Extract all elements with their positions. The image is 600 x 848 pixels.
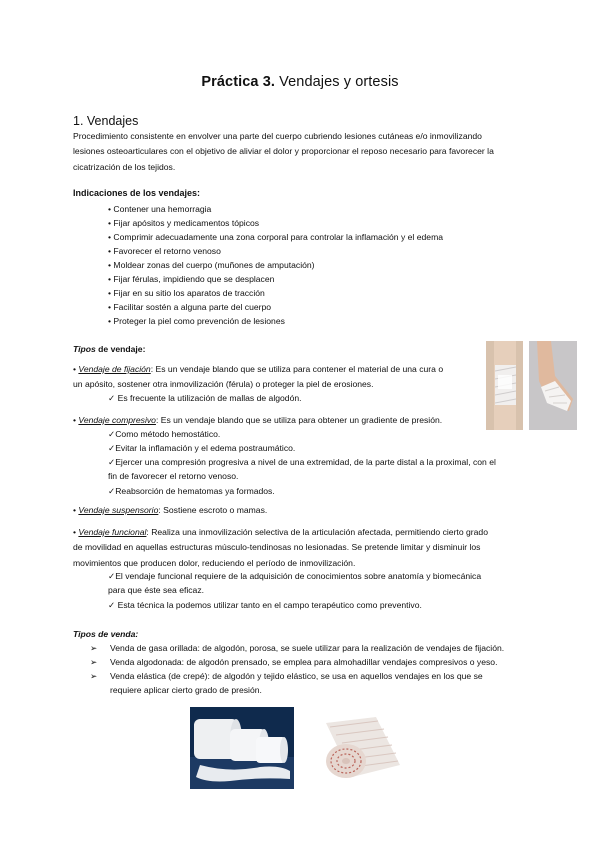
list-item: • Comprimir adecuadamente una zona corporal para controlar la inflamación y el edema	[108, 230, 443, 244]
indicaciones-heading: Indicaciones de los vendajes:	[73, 188, 201, 198]
check-item	[108, 598, 422, 613]
check-text: Evitar la inflamación y el edema postraumático.	[115, 443, 296, 453]
list-item: • Facilitar sostén a alguna parte del cuerpo	[108, 300, 271, 314]
list-item: • Moldear zonas del cuerpo (muñones de amputación)	[108, 258, 315, 272]
venda-item: Venda de gasa orillada: de algodón, porosa, se suele utilizar para la realización de vendajes de fijación.	[110, 643, 505, 653]
fijacion-term: Vendaje de fijación	[78, 364, 151, 374]
fijacion-line: : Es un vendaje blando que se utiliza para contener el material de una cura o	[150, 364, 444, 374]
check-text: Ejercer una compresión progresiva a nivel de una extremidad, de la parte distal a la proximal, con el	[115, 457, 496, 467]
check-text: Esta técnica la podemos utilizar tanto en el campo terapéutico como preventivo.	[117, 600, 422, 610]
check-text: Reabsorción de hematomas ya formados.	[115, 486, 275, 496]
arrow-icon: ➢	[90, 671, 98, 681]
compresivo-term: Vendaje compresivo	[78, 415, 156, 425]
suspensorio-paragraph: • Vendaje suspensorio: Sostiene escroto o mamas.	[73, 505, 268, 515]
intro-line: lesiones osteoarticulares con el objetivo de aliviar el dolor y proporcionar el reposo necesario para favorecer la	[73, 146, 494, 157]
check-icon: ✓	[108, 393, 116, 403]
check-text: Como método hemostático.	[115, 429, 221, 439]
list-item: • Proteger la piel como prevención de lesiones	[108, 314, 285, 328]
tipos-rest: de vendaje:	[95, 344, 146, 354]
tipos-word: Tipos	[73, 344, 96, 354]
check-icon: ✓	[108, 600, 116, 610]
intro-paragraph	[73, 129, 533, 175]
venda-item: Venda elástica (de crepé): de algodón y tejido elástico, se usa en aquellos vendajes en los que se	[110, 671, 483, 681]
list-item: • Favorecer el retorno venoso	[108, 244, 221, 258]
title-rest: Vendajes y ortesis	[275, 74, 399, 90]
list-item: • Contener una hemorragia	[108, 202, 211, 216]
check-text: Es frecuente la utilización de mallas de algodón.	[117, 393, 302, 403]
list-item: • Fijar férulas, impidiendo que se desplacen	[108, 272, 274, 286]
list-item: • Fijar en su sitio los aparatos de tracción	[108, 286, 265, 300]
check-item	[108, 484, 275, 499]
page-title	[0, 74, 600, 90]
tipos-vendaje-heading	[73, 342, 145, 357]
crepe-bandage-photo	[316, 711, 408, 787]
funcional-paragraph: • Vendaje funcional: Realiza una inmovilización selectiva de la articulación afectada, permitiendo cierto grado de movilidad en aquellas estructuras músculo-tendinosas no lesionadas. Se pretende limitar y disminuir los movimientos que producen dolor, reduciendo el período de inmovilización.	[73, 525, 488, 571]
list-item: • Fijar apósitos y medicamentos tópicos	[108, 216, 259, 230]
arrow-icon: ➢	[90, 643, 98, 653]
check-icon: ✓	[108, 571, 116, 581]
funcional-line: de movilidad en aquellas estructuras músculo-tendinosas no lesionadas. Se pretende limitar y disminuir los	[73, 542, 481, 553]
check-item	[108, 391, 302, 406]
compresivo-line: : Es un vendaje blando que se utiliza para obtener un gradiente de presión.	[155, 415, 443, 425]
check-icon: ✓	[108, 429, 116, 439]
venda-item-continued: requiere aplicar cierto grado de presión.	[110, 685, 262, 695]
arrow-icon: ➢	[90, 657, 98, 667]
gauze-rolls-photo	[190, 707, 294, 789]
compresivo-paragraph: • Vendaje compresivo: Es un vendaje blando que se utiliza para obtener un gradiente de presión.	[73, 415, 443, 425]
intro-line: cicatrización de los tejidos.	[73, 161, 176, 172]
check-item	[108, 569, 481, 584]
check-text: El vendaje funcional requiere de la adquisición de conocimientos sobre anatomía y biomecánica	[115, 571, 482, 581]
suspensorio-term: Vendaje suspensorio	[78, 505, 159, 515]
funcional-line: : Realiza una inmovilización selectiva de la articulación afectada, permitiendo cierto grado	[146, 527, 488, 537]
venda-item: Venda algodonada: de algodón prensado, se emplea para almohadillar vendajes compresivos o yeso.	[110, 657, 498, 667]
fijacion-paragraph: • Vendaje de fijación: Es un vendaje blando que se utiliza para contener el material de una cura o un apósito, sostener otra inmovilización (férula) o proteger la piel de erosiones.	[73, 362, 443, 393]
knee-bandage-photo	[486, 341, 523, 430]
check-icon: ✓	[108, 457, 116, 467]
fijacion-line: un apósito, sostener otra inmovilización (férula) o proteger la piel de erosiones.	[73, 379, 374, 390]
funcional-line: movimientos que producen dolor, reduciendo el período de inmovilización.	[73, 557, 356, 568]
suspensorio-line: : Sostiene escroto o mamas.	[158, 505, 268, 515]
check-item-continued: fin de favorecer el retorno venoso.	[108, 471, 239, 481]
check-item	[108, 441, 295, 456]
check-item	[108, 455, 496, 470]
section-heading: 1. Vendajes	[73, 114, 139, 128]
tipos-venda-heading: Tipos de venda:	[73, 629, 139, 639]
funcional-term: Vendaje funcional	[78, 527, 147, 537]
arm-bandage-photo	[529, 341, 577, 430]
check-item	[108, 427, 220, 442]
check-item-continued: para que éste sea eficaz.	[108, 585, 205, 595]
check-icon: ✓	[108, 443, 116, 453]
intro-line: Procedimiento consistente en envolver una parte del cuerpo cubriendo lesiones cutáneas e/o inmovilizando	[73, 131, 482, 141]
check-icon: ✓	[108, 486, 116, 496]
title-bold: Práctica 3.	[201, 74, 276, 90]
